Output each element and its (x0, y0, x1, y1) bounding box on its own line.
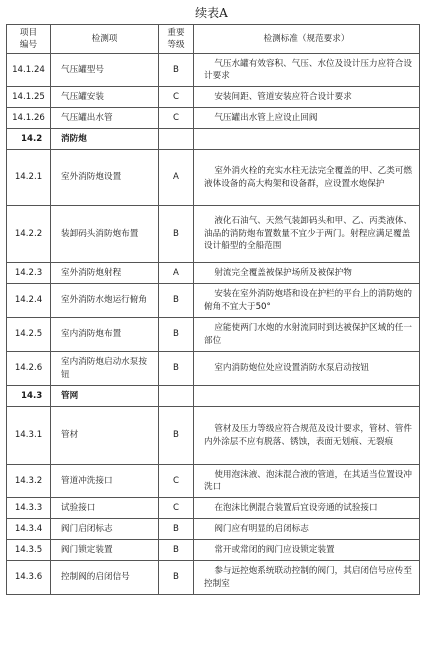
table-row (7, 352, 420, 386)
table-row (7, 108, 420, 129)
table-row (7, 54, 420, 87)
item-id: 14.2.1 (7, 150, 51, 206)
item-id: 14.2.5 (7, 318, 51, 352)
check-item-name: 室外消防炮设置 (51, 150, 159, 206)
table-row (7, 519, 420, 540)
check-standard: 常开或常闭的阀门应设锁定装置 (194, 540, 420, 561)
check-standard: 应能使两门水炮的水射流同时到达被保护区域的任一部位 (194, 318, 420, 352)
section-name: 管网 (51, 386, 159, 407)
item-id: 14.1.26 (7, 108, 51, 129)
section-id: 14.3 (7, 386, 51, 407)
check-standard: 管材及压力等级应符合规范及设计要求，管材、管件内外涂层不应有脱落、锈蚀，表面无划痕、无裂痕 (194, 407, 420, 465)
check-standard: 气压罐出水管上应设止回阀 (194, 108, 420, 129)
empty-cell (194, 386, 420, 407)
item-id: 14.2.2 (7, 206, 51, 263)
item-id: 14.2.4 (7, 284, 51, 318)
importance-level: C (159, 87, 194, 108)
header-level-line2: 等级 (167, 40, 185, 50)
header-level-line1: 重要 (167, 27, 185, 38)
check-standard: 参与远控炮系统联动控制的阀门，其启闭信号应传至控制室 (194, 561, 420, 595)
item-id: 14.2.6 (7, 352, 51, 386)
table-row (7, 87, 420, 108)
empty-cell (159, 386, 194, 407)
table-row (7, 407, 420, 465)
section-name: 消防炮 (51, 129, 159, 150)
header-item-id (7, 25, 51, 54)
table-row (7, 263, 420, 284)
check-item-name: 试验接口 (51, 498, 159, 519)
importance-level: A (159, 150, 194, 206)
check-item-name: 气压罐出水管 (51, 108, 159, 129)
importance-level: B (159, 561, 194, 595)
inspection-table (6, 24, 420, 595)
header-importance-level (159, 25, 194, 54)
table-header-row (7, 25, 420, 54)
importance-level: B (159, 284, 194, 318)
check-standard: 阀门应有明显的启闭标志 (194, 519, 420, 540)
item-id: 14.1.24 (7, 54, 51, 87)
header-item-id-line1: 项目 (19, 27, 38, 38)
header-check-standard: 检测标准（规范要求） (194, 25, 420, 54)
check-standard: 气压水罐有效容积、气压、水位及设计压力应符合设计要求 (194, 54, 420, 87)
importance-level: C (159, 108, 194, 129)
importance-level: B (159, 206, 194, 263)
section-row (7, 129, 420, 150)
importance-level: B (159, 318, 194, 352)
empty-cell (159, 129, 194, 150)
importance-level: A (159, 263, 194, 284)
check-item-name: 管材 (51, 407, 159, 465)
check-item-name: 室外消防炮射程 (51, 263, 159, 284)
item-id: 14.3.2 (7, 465, 51, 498)
check-item-name: 阀门锁定装置 (51, 540, 159, 561)
table-body (7, 54, 420, 595)
table-row (7, 150, 420, 206)
item-id: 14.3.6 (7, 561, 51, 595)
section-id: 14.2 (7, 129, 51, 150)
table-row (7, 465, 420, 498)
table-row (7, 284, 420, 318)
item-id: 14.2.3 (7, 263, 51, 284)
table-title: 续表A (195, 6, 228, 20)
importance-level: B (159, 540, 194, 561)
check-standard: 使用泡沫液、泡沫混合液的管道，在其适当位置设冲洗口 (194, 465, 420, 498)
item-id: 14.3.3 (7, 498, 51, 519)
check-standard: 室内消防炮位处应设置消防水泵启动按钮 (194, 352, 420, 386)
check-item-name: 室外消防水炮运行俯角 (51, 284, 159, 318)
check-item-name: 管道冲洗接口 (51, 465, 159, 498)
importance-level: B (159, 519, 194, 540)
header-check-item: 检测项 (51, 25, 159, 54)
check-standard: 室外消火栓的充实水柱无法完全覆盖的甲、乙类可燃液体设备的高大构架和设备群，应设置水炮保护 (194, 150, 420, 206)
check-item-name: 室内消防炮布置 (51, 318, 159, 352)
item-id: 14.3.5 (7, 540, 51, 561)
item-id: 14.1.25 (7, 87, 51, 108)
check-standard: 在泡沫比例混合装置后宜设旁通的试验接口 (194, 498, 420, 519)
check-item-name: 装卸码头消防炮布置 (51, 206, 159, 263)
header-item-id-line2: 编号 (19, 40, 38, 50)
check-standard: 安装间距、管道安装应符合设计要求 (194, 87, 420, 108)
check-standard: 射流完全覆盖被保护场所及被保护物 (194, 263, 420, 284)
check-item-name: 气压罐安装 (51, 87, 159, 108)
table-row (7, 561, 420, 595)
item-id: 14.3.1 (7, 407, 51, 465)
empty-cell (194, 129, 420, 150)
check-item-name: 气压罐型号 (51, 54, 159, 87)
section-row (7, 386, 420, 407)
check-item-name: 室内消防炮启动水泵按钮 (51, 352, 159, 386)
item-id: 14.3.4 (7, 519, 51, 540)
table-row (7, 540, 420, 561)
check-item-name: 控制阀的启闭信号 (51, 561, 159, 595)
importance-level: C (159, 465, 194, 498)
importance-level: B (159, 352, 194, 386)
check-item-name: 阀门启闭标志 (51, 519, 159, 540)
check-standard: 液化石油气、天然气装卸码头和甲、乙、丙类液体、油品的消防炮布置数量不宜少于两门。射程应满足覆盖设计船型的全船范围 (194, 206, 420, 263)
table-row (7, 206, 420, 263)
table-row (7, 498, 420, 519)
importance-level: B (159, 407, 194, 465)
check-standard: 安装在室外消防炮塔和设在护栏的平台上的消防炮的俯角不宜大于50° (194, 284, 420, 318)
importance-level: C (159, 498, 194, 519)
table-row (7, 318, 420, 352)
importance-level: B (159, 54, 194, 87)
